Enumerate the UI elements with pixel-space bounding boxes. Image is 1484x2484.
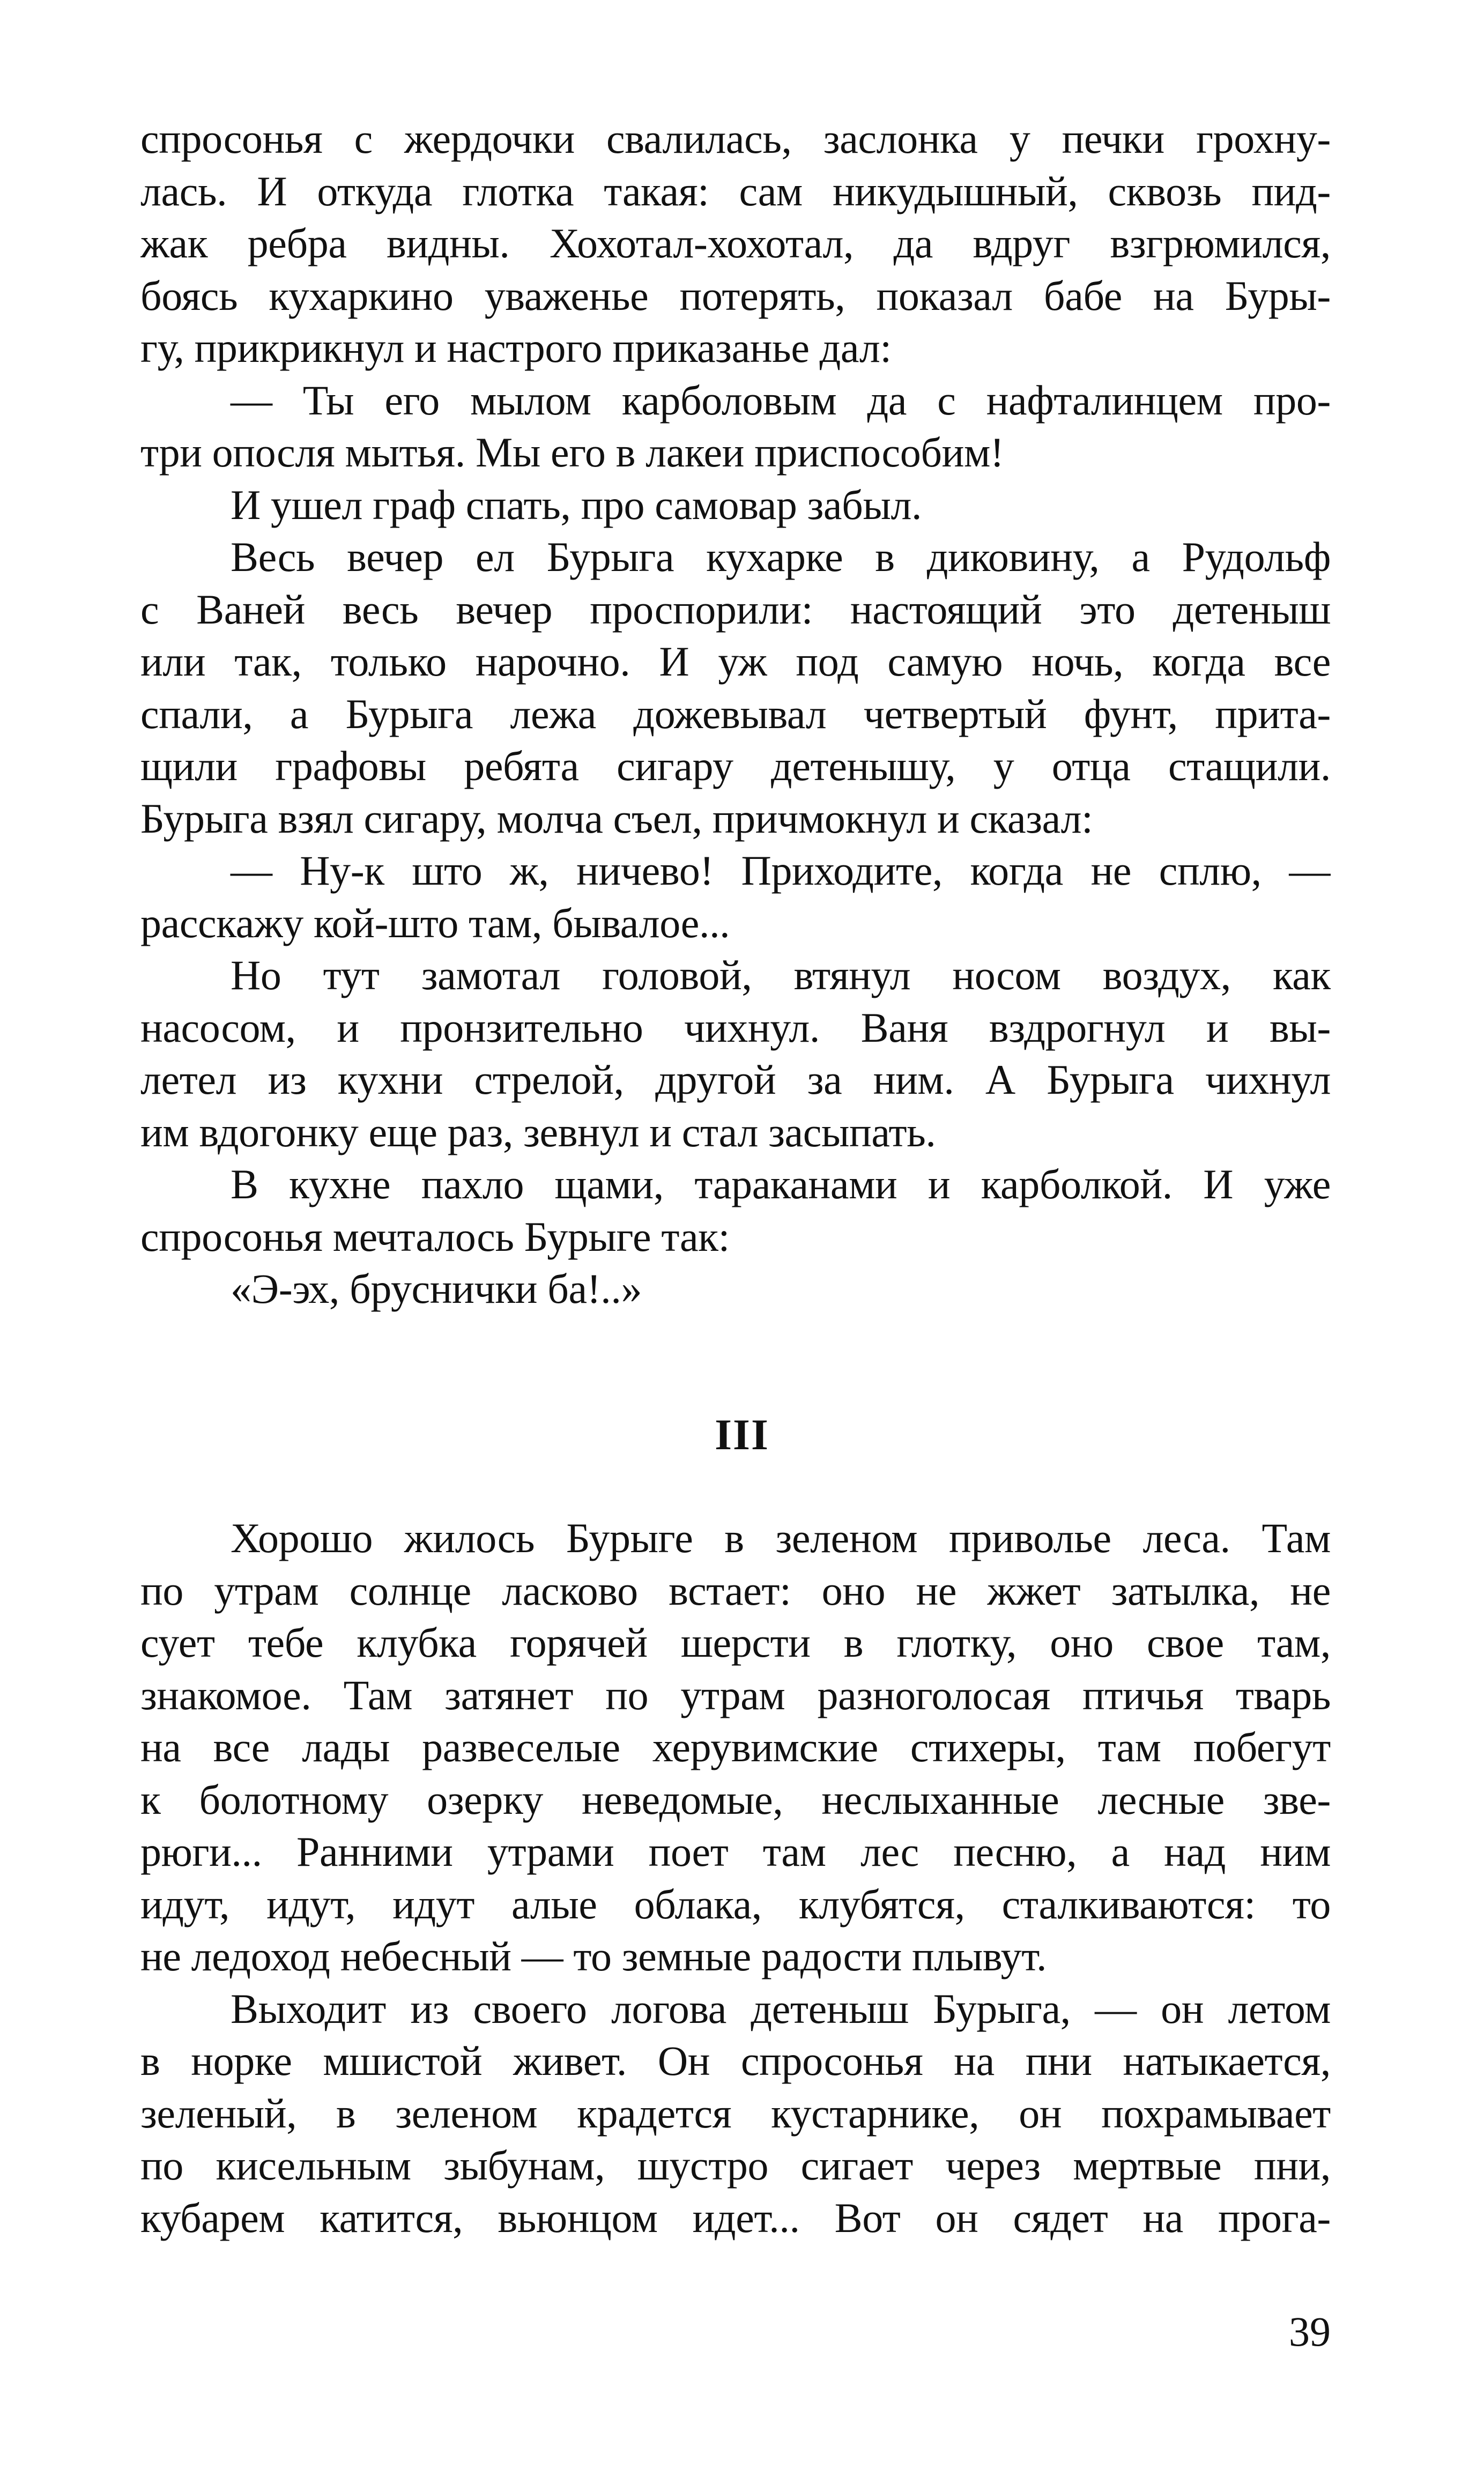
text-line: спросонья мечталось Бурыге так:	[140, 1213, 730, 1260]
text-line: щили графовы ребята сигару детенышу, у отца стащили.	[140, 743, 1331, 789]
text-line: не ледоход небесный — то земные радости плывут.	[140, 1933, 1047, 1979]
text-line: Хорошо жилось Бурыге в зеленом приволье леса. Там	[231, 1515, 1331, 1561]
text-line: Выходит из своего логова детеныш Бурыга, — он летом	[231, 1985, 1331, 2032]
text-line: в норке мшистой живет. Он спросонья на пни натыкается,	[140, 2037, 1331, 2084]
text-line: с Ваней весь вечер проспорили: настоящий это детеныш	[140, 585, 1331, 633]
text-line: — Ты его мылом карболовым да с нафталинцем про-	[231, 376, 1331, 424]
text-line: рюги... Ранними утрами поет там лес песню, а над ним	[140, 1828, 1331, 1875]
text-line: расскажу кой-што там, бывалое...	[140, 899, 730, 946]
page-number: 39	[1289, 2308, 1331, 2355]
text-line: три опосля мытья. Мы его в лакеи приспособим!	[140, 429, 1004, 476]
text-line: идут, идут, идут алые облака, клубятся, сталкиваются: то	[140, 1880, 1331, 1927]
text-line: жак ребра видны. Хохотал-хохотал, да вдруг взгрюмился,	[140, 220, 1331, 266]
text-line: летел из кухни стрелой, другой за ним. А Бурыга чихнул	[140, 1056, 1331, 1103]
text-line: сует тебе клубка горячей шерсти в глотку, оно свое там,	[140, 1619, 1331, 1666]
text-line: насосом, и пронзительно чихнул. Ваня вздрогнул и вы-	[140, 1004, 1331, 1051]
text-line: по утрам солнце ласково встает: оно не жжет затылка, не	[140, 1567, 1331, 1614]
text-line: И ушел граф спать, про самовар забыл.	[231, 481, 922, 528]
text-line: гу, прикрикнул и настрого приказанье дал:	[140, 324, 892, 371]
text-line: боясь кухаркино уваженье потерять, показал бабе на Буры-	[140, 272, 1331, 319]
text-line: знакомое. Там затянет по утрам разноголосая птичья тварь	[140, 1671, 1331, 1718]
text-line: или так, только нарочно. И уж под самую ночь, когда все	[140, 638, 1331, 685]
chapter-heading: III	[715, 1410, 769, 1459]
text-line: кубарем катится, вьюнцом идет... Вот он сядет на прога-	[140, 2194, 1331, 2241]
text-block-bottom	[140, 1512, 1331, 2244]
text-line: «Э-эх, бруснички ба!..»	[231, 1265, 642, 1312]
text-line: Но тут замотал головой, втянул носом воздух, как	[231, 952, 1331, 998]
text-line: лась. И откуда глотка такая: сам никудышный, сквозь пид-	[140, 167, 1331, 214]
text-line: на все лады развеселые херувимские стихеры, там побегут	[140, 1724, 1331, 1770]
text-block-top	[140, 113, 1331, 1315]
text-line: спали, а Бурыга лежа дожевывал четвертый фунт, прита-	[140, 690, 1331, 737]
text-line: Бурыга взял сигару, молча съел, причмокнул и сказал:	[140, 795, 1093, 842]
text-line: — Ну-к што ж, ничево! Приходите, когда не сплю, —	[231, 847, 1331, 894]
text-line: Весь вечер ел Бурыга кухарке в диковину, а Рудольф	[231, 533, 1331, 580]
text-line: к болотному озерку неведомые, неслыханные лесные зве-	[140, 1776, 1331, 1823]
text-line: по кисельным зыбунам, шустро сигает через мертвые пни,	[140, 2142, 1331, 2189]
text-line: зеленый, в зеленом крадется кустарнике, он похрамывает	[140, 2089, 1331, 2137]
text-line: им вдогонку еще раз, зевнул и стал засыпать.	[140, 1108, 936, 1155]
text-line: спросонья с жердочки свалилась, заслонка у печки грохну-	[140, 115, 1331, 162]
text-line: В кухне пахло щами, тараканами и карболкой. И уже	[231, 1161, 1331, 1207]
